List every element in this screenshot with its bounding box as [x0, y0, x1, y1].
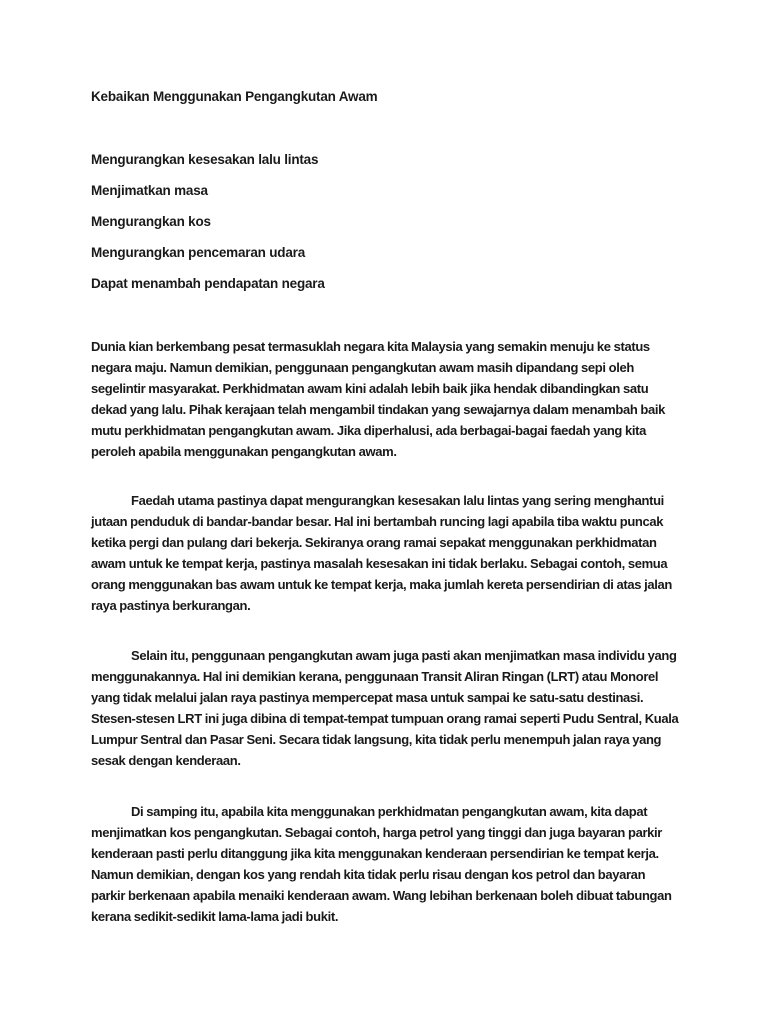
body-paragraph-cost: Di samping itu, apabila kita menggunakan perkhidmatan pengangkutan awam, kita dapat menjimatkan kos pengangkutan. Sebagai contoh, harga petrol yang tinggi dan juga bayaran parkir kenderaan pasti perlu ditanggung jika kita menggunakan kenderaan persendirian ke tempat kerja. Namun demikian, dengan kos yang rendah kita tidak perlu risau dengan kos petrol dan bayaran parkir berkenaan apabila menaiki kenderaan awam. Wang lebihan berkenaan boleh dibuat tabungan kerana sedikit-sedikit lama-lama jadi bukit.	[91, 804, 672, 924]
benefit-item-pollution: Mengurangkan pencemaran udara	[91, 245, 306, 260]
body-paragraph-intro: Dunia kian berkembang pesat termasuklah negara kita Malaysia yang semakin menuju ke status negara maju. Namun demikian, penggunaan pengangkutan awam masih dipandang sepi oleh segelintir masyarakat. Perkhidmatan awam kini adalah lebih baik jika hendak dibandingkan satu dekad yang lalu. Pihak kerajaan telah mengambil tindakan yang sewajarnya dalam menambah baik mutu perkhidmatan pengangkutan awam. Jika diperhalusi, ada berbagai-bagai faedah yang kita peroleh apabila menggunakan pengangkutan awam.	[91, 339, 665, 459]
benefit-item-income: Dapat menambah pendapatan negara	[91, 276, 325, 291]
body-paragraph-time: Selain itu, penggunaan pengangkutan awam juga pasti akan menjimatkan masa individu yang menggunakannya. Hal ini demikian kerana, penggunaan Transit Aliran Ringan (LRT) atau Monorel yang tidak melalui jalan raya pastinya mempercepat masa untuk sampai ke satu-satu destinasi. Stesen-stesen LRT ini juga dibina di tempat-tempat tumpuan orang ramai seperti Pudu Sentral, Kuala Lumpur Sentral dan Pasar Seni. Secara tidak langsung, kita tidak perlu menempuh jalan raya yang sesak dengan kenderaan.	[91, 648, 679, 768]
document-title: Kebaikan Menggunakan Pengangkutan Awam	[91, 89, 378, 104]
benefit-item-cost: Mengurangkan kos	[91, 214, 211, 229]
benefits-list	[91, 151, 682, 292]
body-paragraph-traffic: Faedah utama pastinya dapat mengurangkan kesesakan lalu lintas yang sering menghantui jutaan penduduk di bandar-bandar besar. Hal ini bertambah runcing lagi apabila tiba waktu puncak ketika pergi dan pulang dari bekerja. Sekiranya orang ramai sepakat menggunakan perkhidmatan awam untuk ke tempat kerja, pastinya masalah kesesakan ini tidak berlaku. Sebagai contoh, semua orang menggunakan bas awam untuk ke tempat kerja, maka jumlah kereta persendirian di atas jalan raya pastinya berkurangan.	[91, 493, 672, 613]
benefit-item-time: Menjimatkan masa	[91, 183, 208, 198]
benefit-item-traffic: Mengurangkan kesesakan lalu lintas	[91, 152, 319, 167]
